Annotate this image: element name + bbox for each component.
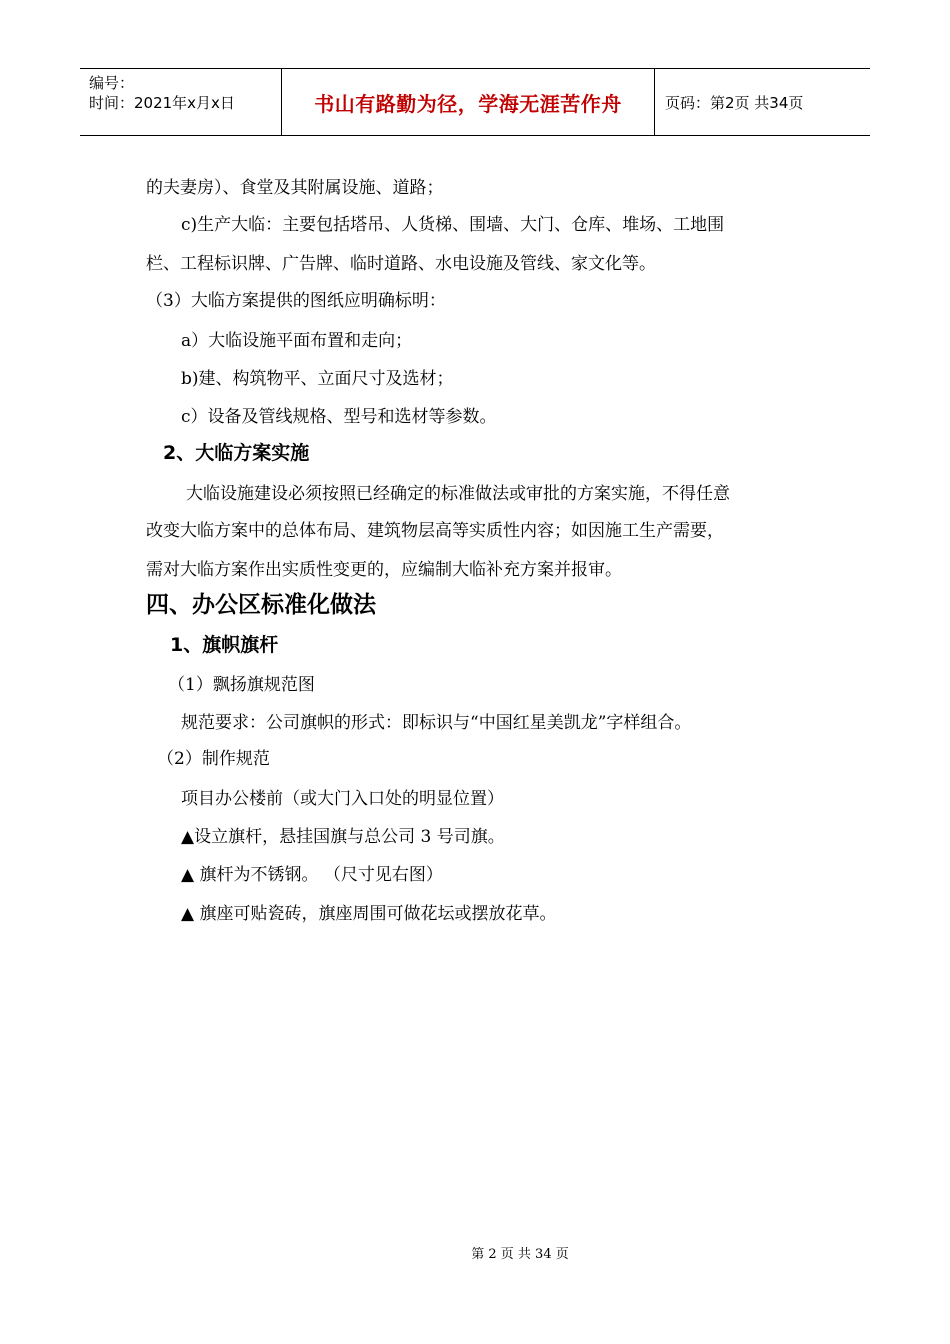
body-text-line: b)建、构筑物平、立面尺寸及选材； — [181, 369, 454, 389]
body-text-line: a）大临设施平面布置和走向； — [181, 331, 413, 351]
header-motto: 书山有路勤为径，学海无涯苦作舟 — [282, 69, 655, 135]
body-text-line: 大临设施建设必须按照已经确定的标准做法或审批的方案实施，不得任意 — [186, 484, 730, 504]
body-text-line: 的夫妻房）、食堂及其附属设施、道路； — [146, 178, 444, 198]
body-text-line: （2）制作规范 — [157, 749, 270, 769]
date-label: 时间：2021年x月x日 — [89, 94, 235, 112]
page-footer: 第 2 页 共 34 页 — [471, 1247, 569, 1262]
body-text-line: 规范要求：公司旗帜的形式：即标识与“中国红星美凯龙”字样组合。 — [181, 713, 692, 733]
body-text-line: 项目办公楼前（或大门入口处的明显位置） — [181, 789, 504, 809]
body-text-line: c)生产大临：主要包括塔吊、人货梯、围墙、大门、仓库、堆场、工地围 — [181, 215, 725, 235]
header-page-number: 页码：第2页 共34页 — [665, 93, 804, 112]
header-meta-cell — [80, 69, 282, 135]
bullet-item: ▲设立旗杆，悬挂国旗与总公司 3 号司旗。 — [181, 827, 505, 847]
body-text-line: 改变大临方案中的总体布局、建筑物层高等实质性内容；如因施工生产需要， — [146, 521, 724, 541]
section-heading-2: 1、旗帜旗杆 — [170, 634, 279, 656]
body-text-line: c）设备及管线规格、型号和选材等参数。 — [181, 407, 497, 427]
bullet-item: ▲ 旗座可贴瓷砖，旗座周围可做花坛或摆放花草。 — [181, 904, 557, 924]
section-heading-2: 2、大临方案实施 — [163, 442, 310, 464]
section-heading-1: 四、办公区标准化做法 — [146, 592, 376, 618]
document-header — [80, 68, 870, 136]
body-text-line: 需对大临方案作出实质性变更的，应编制大临补充方案并报审。 — [146, 560, 622, 580]
serial-number-label: 编号： — [89, 74, 135, 92]
body-text-line: 栏、工程标识牌、广告牌、临时道路、水电设施及管线、家文化等。 — [146, 254, 656, 274]
bullet-item: ▲ 旗杆为不锈钢。 （尺寸见右图） — [181, 865, 443, 885]
body-text-line: （1）飘扬旗规范图 — [168, 675, 315, 695]
body-text-line: （3）大临方案提供的图纸应明确标明： — [146, 291, 446, 311]
